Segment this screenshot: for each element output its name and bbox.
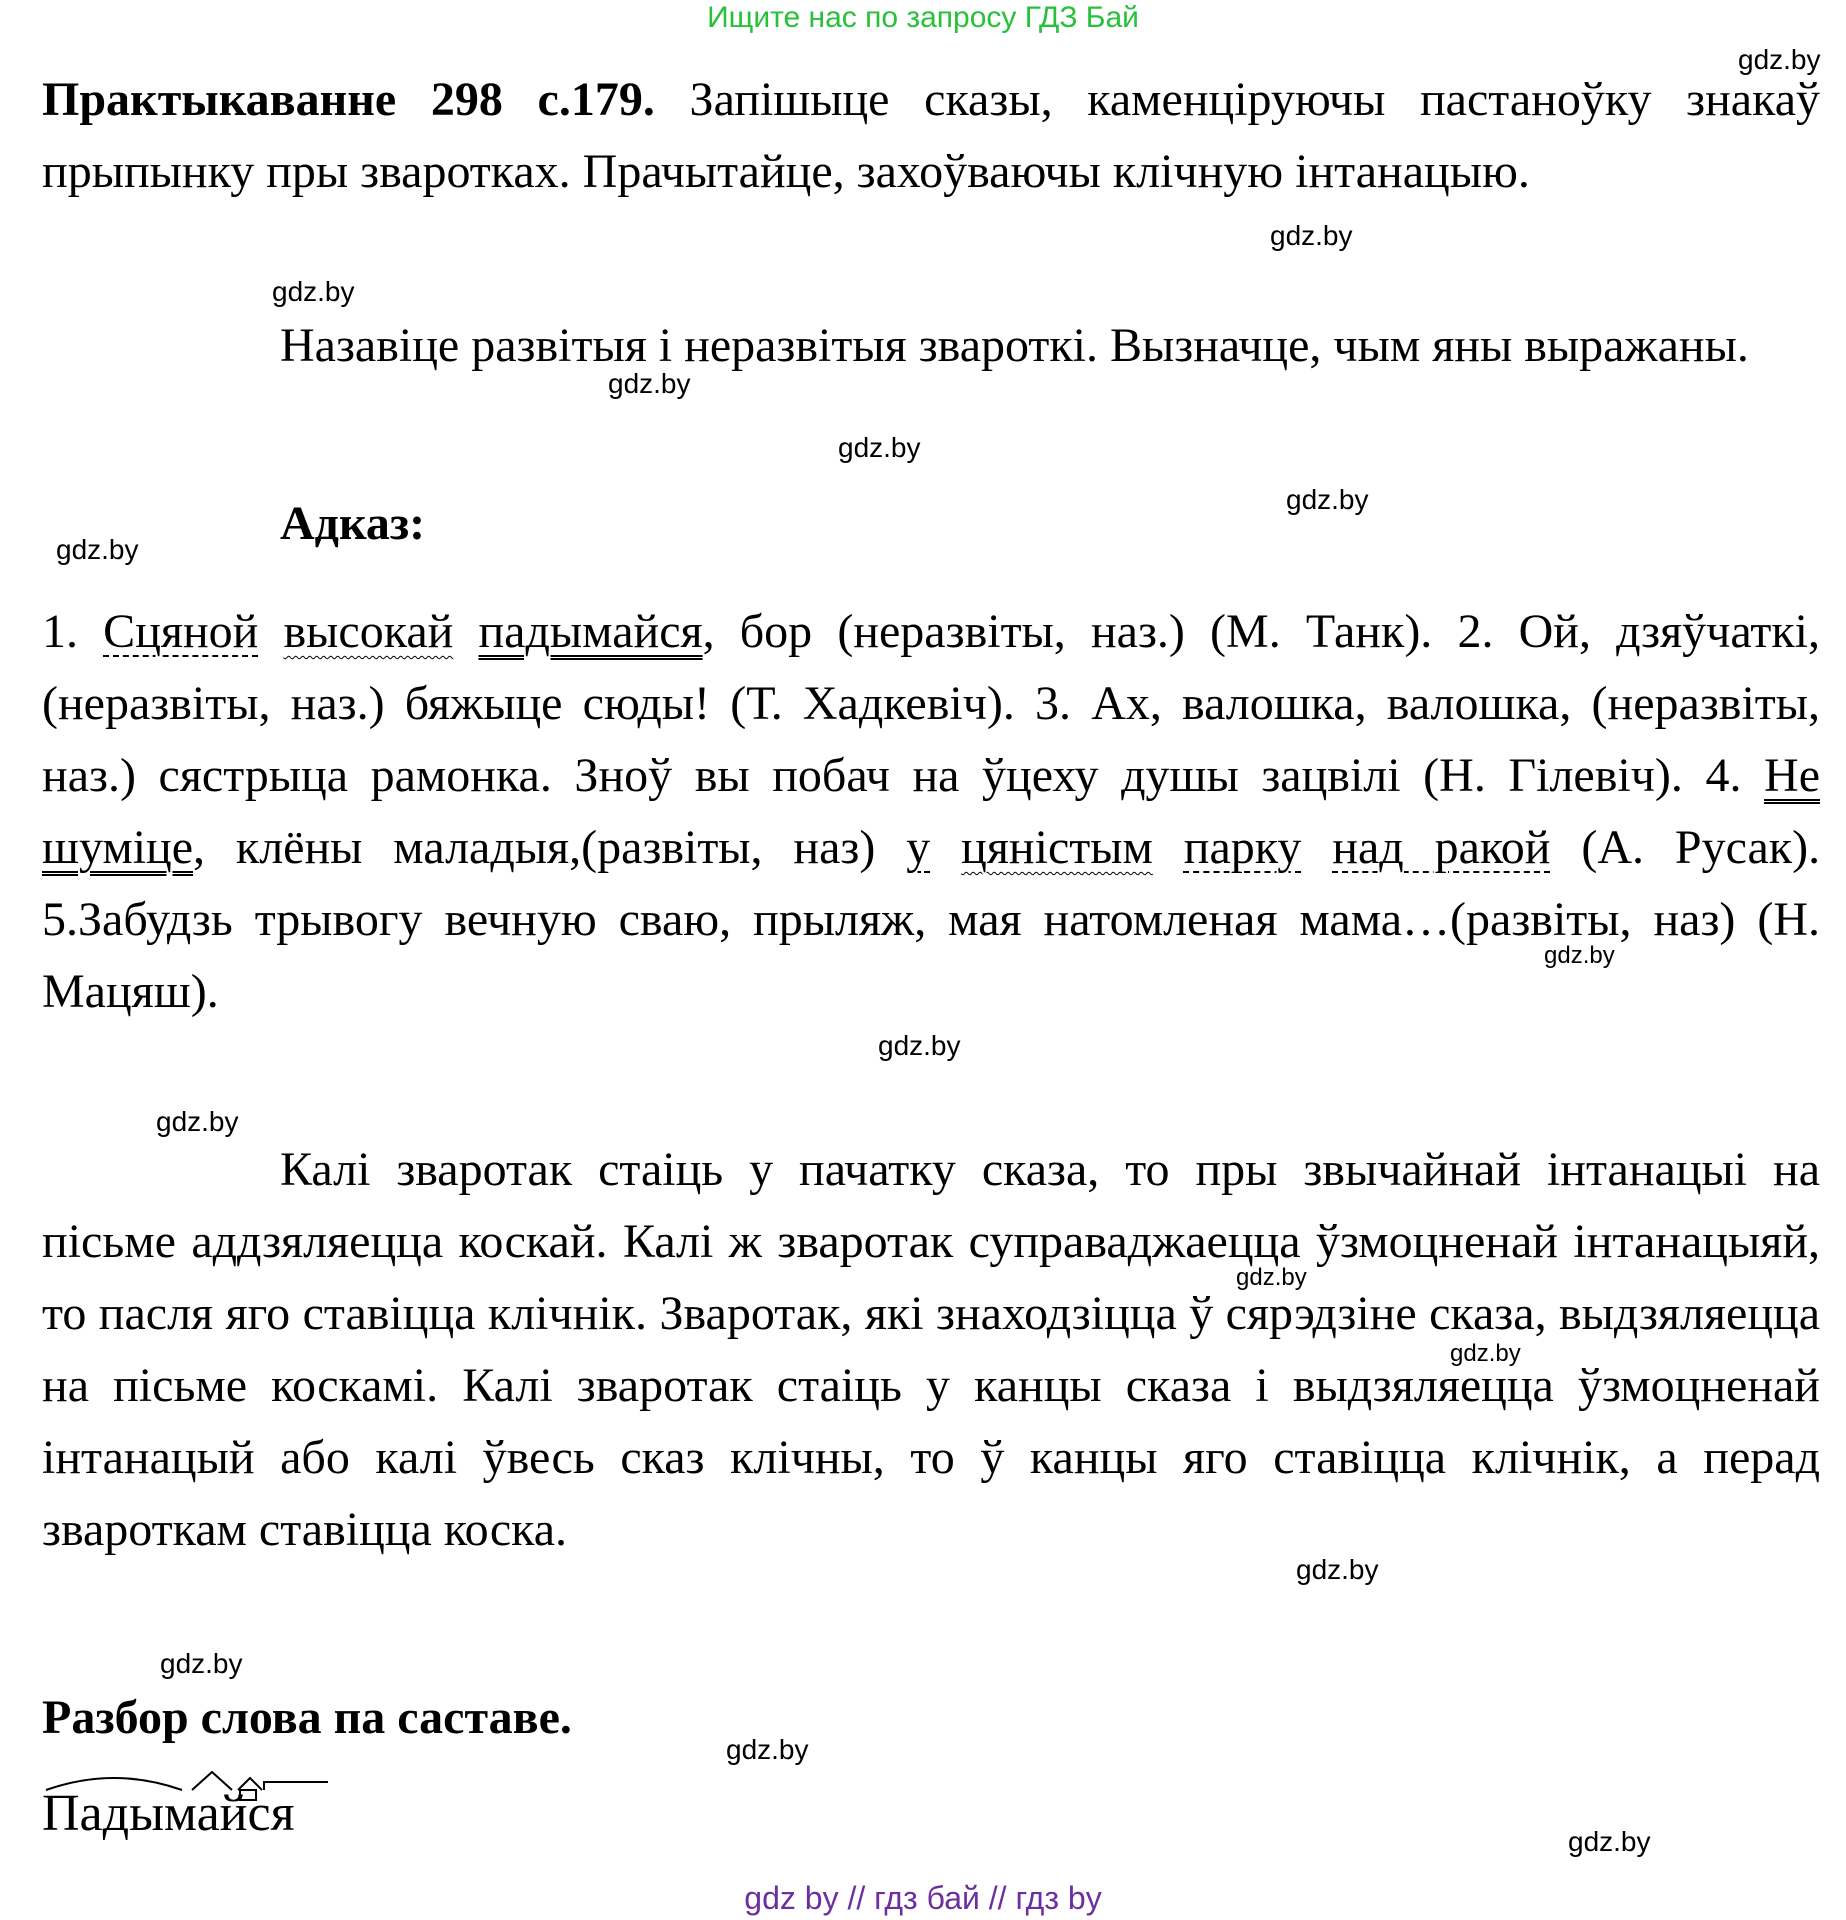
watermark: gdz.by: [1450, 1340, 1521, 1367]
watermark: gdz.by: [1296, 1554, 1379, 1585]
attribute-word: высокай: [283, 605, 454, 658]
task-paragraph: [42, 64, 1820, 208]
watermark: gdz.by: [608, 368, 691, 399]
watermark: gdz.by: [878, 1030, 961, 1061]
watermark: gdz.by: [1738, 44, 1821, 75]
task-text: Запішыце сказы, каменціруючы пастаноўку знакаў прыпынку пры зваротках. Прачытайце, захоўваючы клічную інтанацыю.: [42, 73, 1820, 198]
predicate-word: падымайся: [478, 605, 703, 658]
top-banner[interactable]: Ищите нас по запросу ГДЗ Бай: [707, 1, 1139, 34]
explanation-text: Калі зваротак стаіць у пачатку сказа, то пры звычайнай інтанацыі на пісьме аддзяляецца коскай. Калі ж зваротак суправаджаецца ўзмоцненай інтанацыяй, то пасля яго ставіцца клічнік. Зваротак, які знаходзіцца ў сярэдзіне сказа, выдзяляецца на пісьме коскамі. Калі зваротак стаіць у канцы сказа і выдзяляецца ўзмоцненай інтанацый або калі ўвесь сказ клічны, то ў канцы яго ставіцца клічнік, а перад звароткам ставіцца коска.: [42, 1143, 1820, 1556]
watermark: gdz.by: [272, 276, 355, 307]
task-text-2: Назавіце развітыя і неразвітыя звароткі. Вызначце, чым яны выражаны.: [280, 319, 1749, 372]
explanation-paragraph: [42, 1134, 1820, 1566]
analysis-word: Падымайся: [42, 1785, 295, 1842]
sentence-number: 1.: [42, 605, 78, 658]
watermark: gdz.by: [726, 1734, 809, 1765]
adverbial-word-3: над ракой: [1332, 821, 1551, 874]
attribute-word-2: цяністым: [961, 821, 1153, 874]
answer-heading: Адказ:: [280, 497, 426, 550]
watermark: gdz.by: [1544, 942, 1615, 969]
task-label: Практыкаванне 298 с.179.: [42, 73, 655, 126]
answer-text-3: (А. Русак). 5.Забудзь трывогу вечную сваю, прыляж, мая натомленая мама…(развіты, наз) (Н. Мацяш).: [42, 821, 1821, 1018]
footer-links[interactable]: gdz by // гдз бай // гдз by: [744, 1880, 1102, 1916]
watermark: gdz.by: [1568, 1826, 1651, 1857]
predicate-word-2: Не шуміце: [42, 749, 1821, 874]
adverbial-word-2: парку: [1183, 821, 1302, 874]
analysis-heading: Разбор слова па саставе.: [42, 1691, 572, 1744]
answer-text-1: , бор (неразвіты, наз.) (М. Танк). 2. Ой, дзяўчаткі, (неразвіты, наз.) бяжыце сюды! (Т. Хадкевіч). 3. Ах, валошка, валошка, (неразвіты, наз.) сястрыца рамонка. Зноў вы побач на ўцеху душы зацвілі (Н. Гілевіч). 4.: [42, 605, 1821, 802]
watermark: gdz.by: [1286, 484, 1369, 515]
watermark: gdz.by: [156, 1106, 239, 1137]
answer-text-2: , клёны маладыя,(развіты, наз): [193, 821, 876, 874]
task-paragraph-2: [42, 310, 1820, 382]
watermark: gdz.by: [56, 534, 139, 565]
adverbial-word: Сцяной: [103, 605, 259, 658]
watermark: gdz.by: [160, 1648, 243, 1679]
watermark: gdz.by: [1270, 220, 1353, 251]
watermark: gdz.by: [838, 432, 921, 463]
watermark: gdz.by: [1236, 1264, 1307, 1291]
preposition-word: у: [906, 821, 931, 874]
